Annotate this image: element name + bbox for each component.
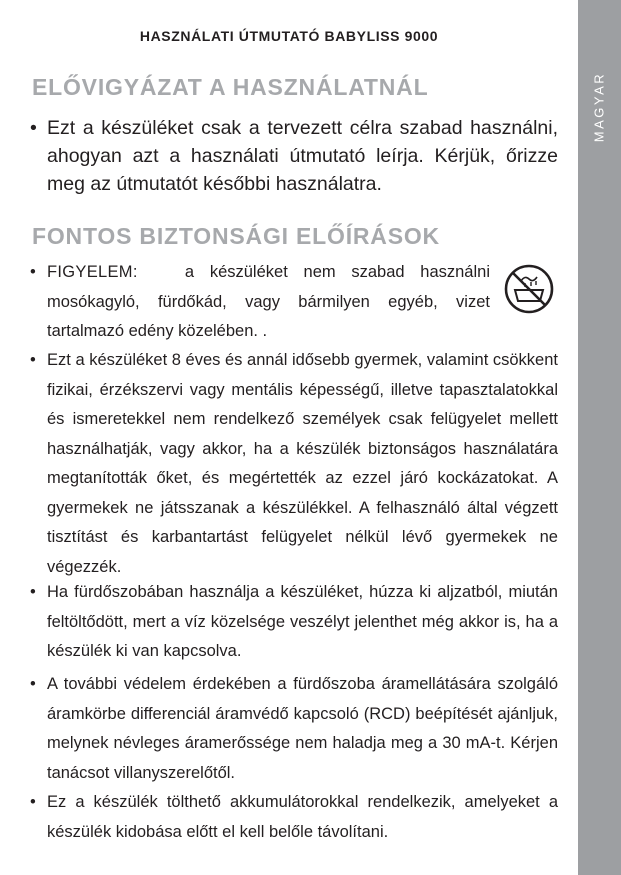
- list-item-text: Ezt a készüléket 8 éves és annál idősebb gyermek, valamint csökkent fizikai, érzékszervi vagy mentális képességű, illetve tapasztalatokkal és ismeretekkel nem rendelkező személyek csak felügyelet mellett használhatják, vagy akkor, ha a készülék biztonságos használatára megtanították őket, és megértették az ezzel járó kockázatokat. A gyermekek ne játsszanak a készülékkel. A felhasználó által végzett tisztítást és karbantartást felügyelet nélkül lévő gyermekek ne végezzék.: [47, 351, 558, 576]
- warning-label: FIGYELEM:: [47, 263, 138, 281]
- warning-item: • FIGYELEM: a készüléket nem szabad használni mosókagyló, fürdőkád, vagy bármilyen egyéb, vizet tartalmazó edény közelében. .: [30, 263, 490, 340]
- list-item-text: A további védelem érdekében a fürdőszoba áramellátására szolgáló áramkörbe differenciál áramvédő kapcsoló (RCD) beépítését ajánljuk, melynek névleges áramerőssége nem haladja meg a 30 mA-t. Kérjen tanácsot villanyszerelőtől.: [47, 675, 558, 782]
- section-heading-precautions: ELŐVIGYÁZAT A HASZNÁLATNÁL: [32, 74, 429, 100]
- list-item: • Ez a készülék tölthető akkumulátorokkal rendelkezik, amelyeket a készülék kidobása előtt el kell belőle távolítani.: [30, 788, 558, 847]
- list-item-text: Ez a készülék tölthető akkumulátorokkal rendelkezik, amelyeket a készülék kidobása előtt el kell belőle távolítani.: [47, 793, 558, 841]
- section-heading-safety: FONTOS BIZTONSÁGI ELŐÍRÁSOK: [32, 223, 440, 249]
- list-item-text: Ezt a készüléket csak a tervezett célra szabad használni, ahogyan azt a használati útmutató leírja. Kérjük, őrizze meg az útmutatót későbbi használatra.: [47, 117, 558, 195]
- page-header-title: HASZNÁLATI ÚTMUTATÓ BABYLISS 9000: [139, 28, 439, 44]
- list-item: • Ezt a készüléket 8 éves és annál idősebb gyermek, valamint csökkent fizikai, érzékszervi vagy mentális képességű, illetve tapasztalatokkal és ismeretekkel nem rendelkező személyek csak felügyelet mellett használhatják, vagy akkor, ha a készülék biztonságos használatára megtanították őket, és megértették az ezzel járó kockázatokat. A gyermekek ne játsszanak a készülékkel. A felhasználó által végzett tisztítást és karbantartást felügyelet nélkül lévő gyermekek ne végezzék.: [30, 346, 558, 582]
- list-item: • A további védelem érdekében a fürdőszoba áramellátására szolgáló áramkörbe differenciál áramvédő kapcsoló (RCD) beépítését ajánljuk, melynek névleges áramerőssége nem haladja meg a 30 mA-t. Kérjen tanácsot villanyszerelőtől.: [30, 670, 558, 788]
- list-item-text: Ha fürdőszobában használja a készüléket, húzza ki aljzatból, miután feltöltődött, mert a víz közelsége veszélyt jelenthet még akkor is, ha a készülék ki van kapcsolva.: [47, 583, 558, 660]
- language-label: MAGYAR: [591, 71, 607, 143]
- warning-text: a készüléket nem szabad használni mosókagyló, fürdőkád, vagy bármilyen egyéb, vizet tartalmazó edény közelében. .: [47, 263, 490, 340]
- list-item: • Ezt a készüléket csak a tervezett célra szabad használni, ahogyan azt a használati útmutató leírja. Kérjük, őrizze meg az útmutatót későbbi használatra.: [30, 114, 558, 198]
- list-item: • Ha fürdőszobában használja a készüléket, húzza ki aljzatból, miután feltöltődött, mert a víz közelsége veszélyt jelenthet még akkor is, ha a készülék ki van kapcsolva.: [30, 578, 558, 667]
- no-water-icon: [503, 263, 555, 315]
